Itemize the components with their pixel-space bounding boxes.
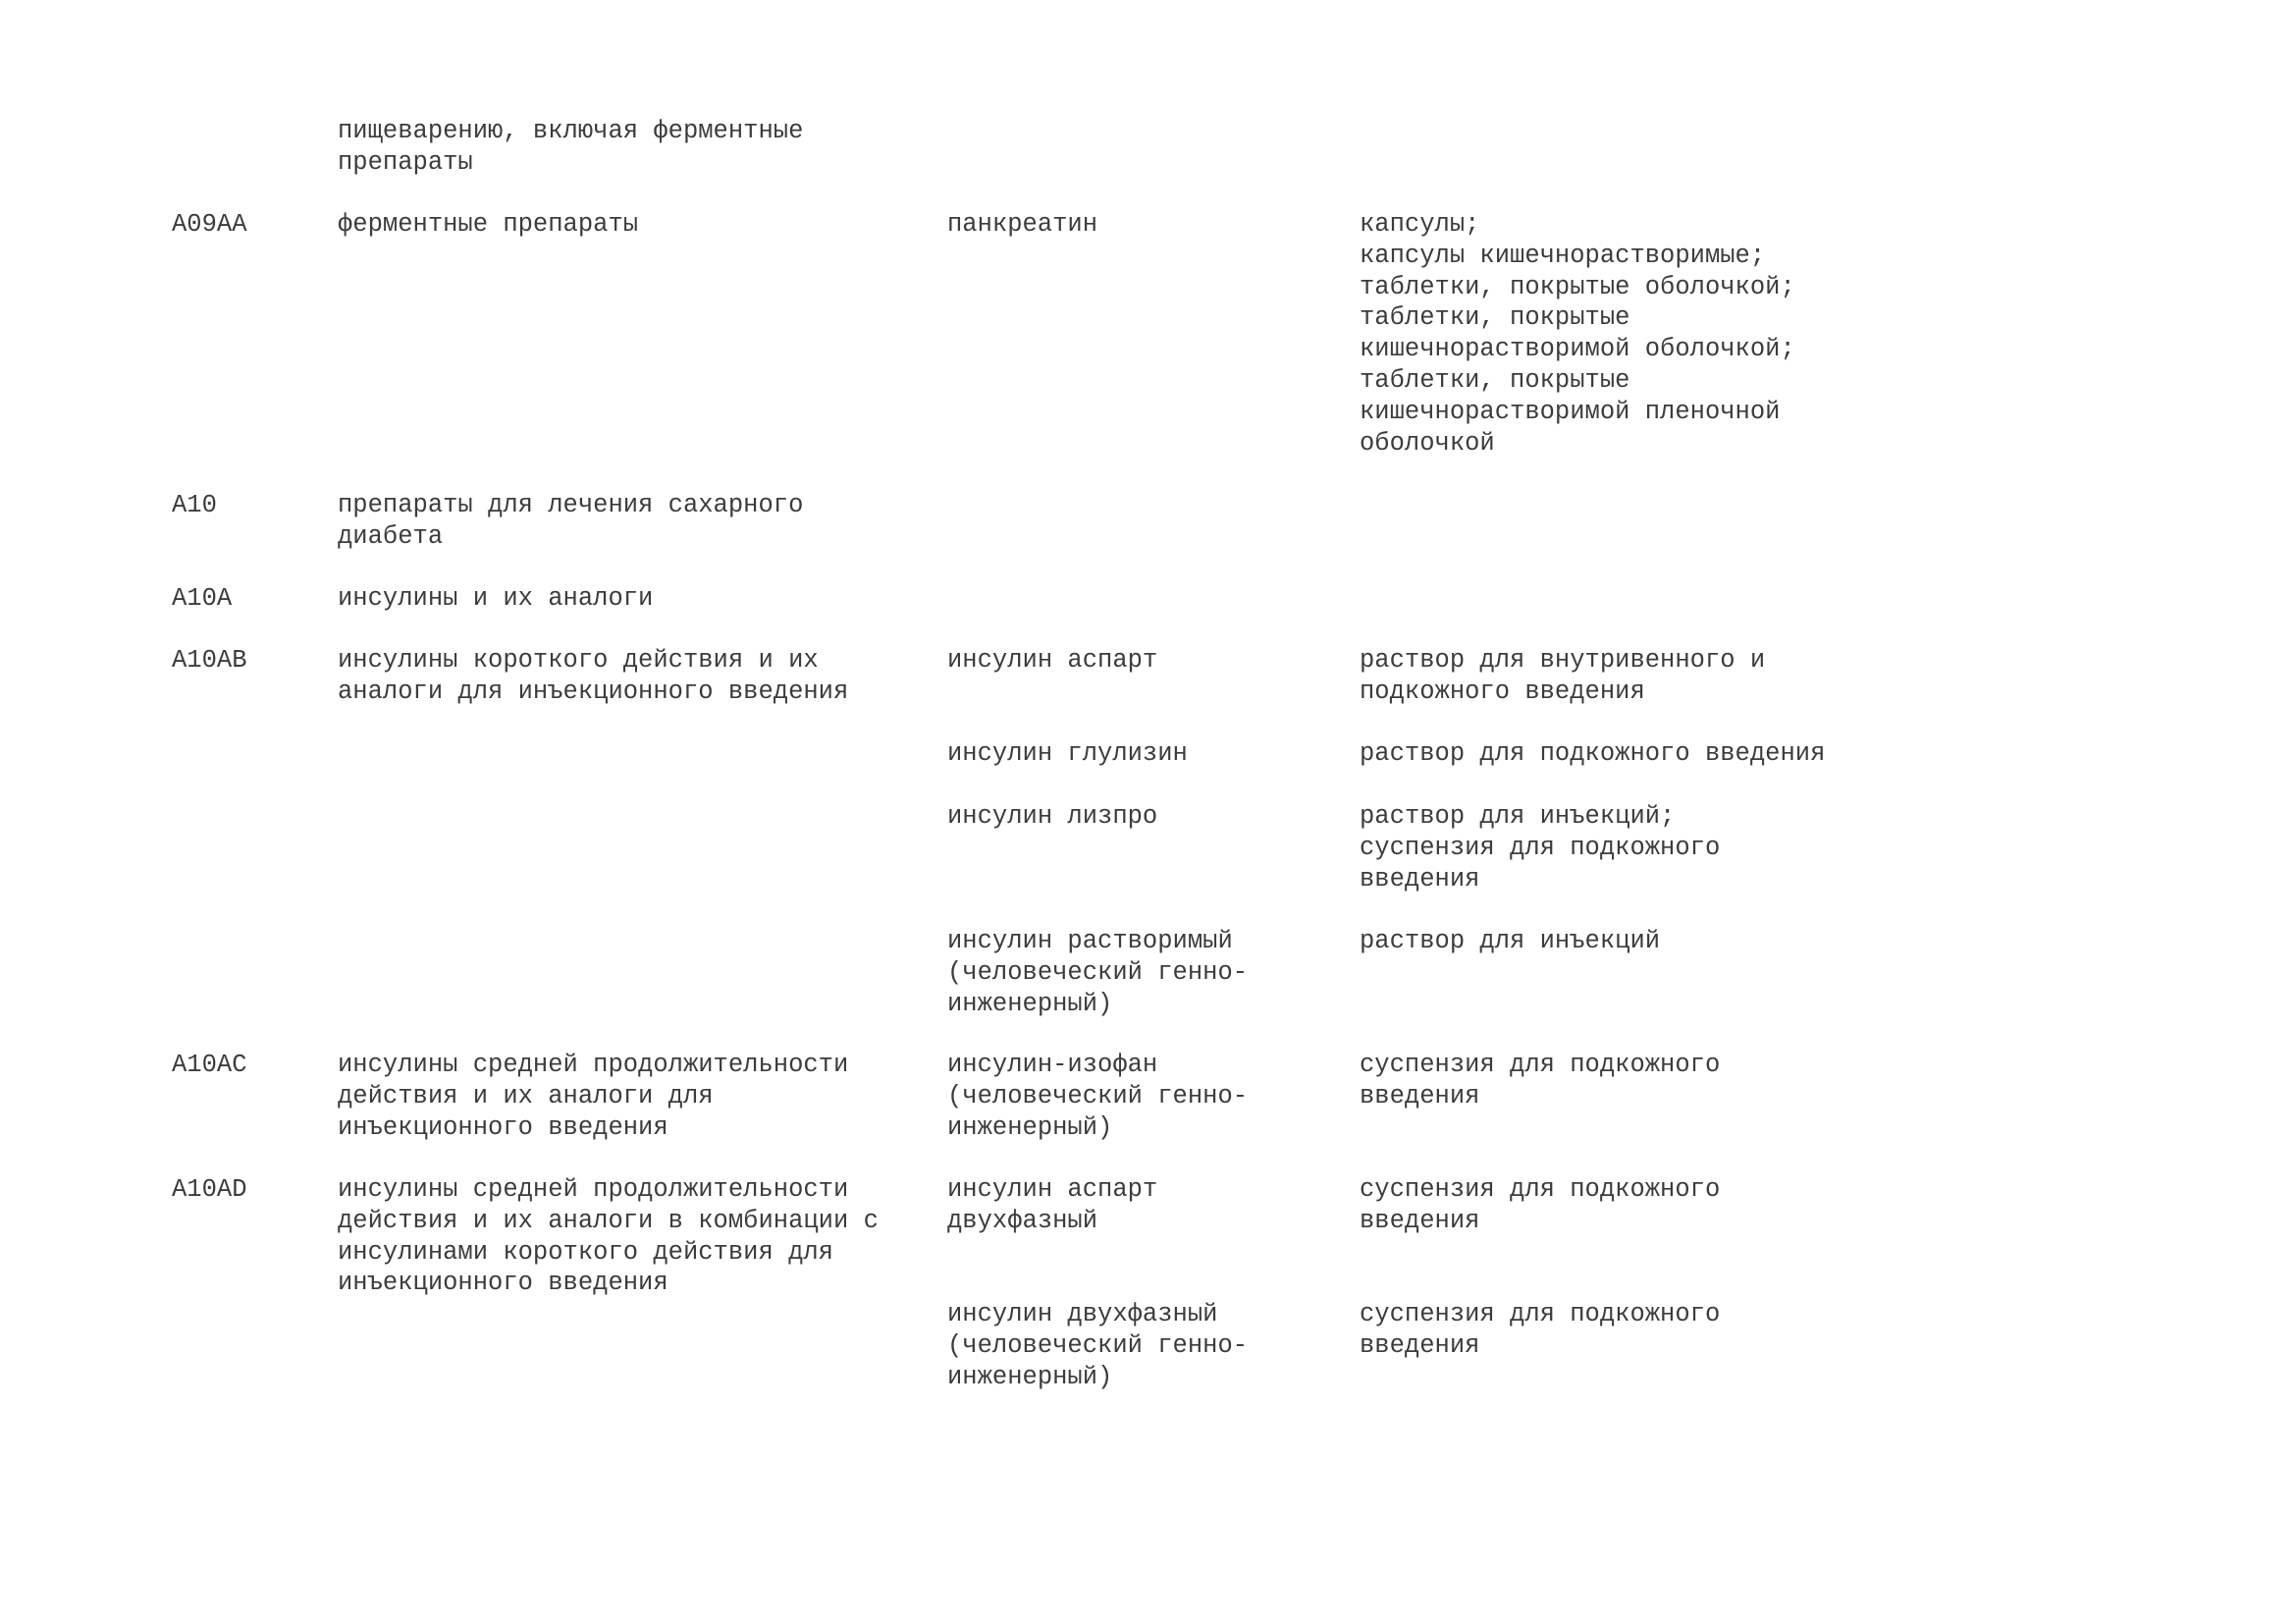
dosage-form: суспензия для подкожного введения [1360,1051,1721,1110]
atc-code: A10A [172,584,233,613]
atc-code: A10 [172,491,217,519]
atc-code: A10AC [172,1051,247,1079]
dosage-form: суспензия для подкожного введения [1360,1300,1721,1360]
drug-name: инсулин-изофан (человеческий генно- инженерный) [947,1051,1249,1142]
drug-name: инсулин аспарт двухфазный [947,1175,1158,1235]
dosage-form: раствор для подкожного введения [1360,739,1826,768]
dosage-form: раствор для внутривенного и подкожного введения [1360,646,1766,706]
group-name: инсулины и их аналоги [338,584,654,613]
drug-name: панкреатин [947,210,1098,239]
dosage-form: раствор для инъекций; суспензия для подкожного введения [1360,802,1721,893]
dosage-form: суспензия для подкожного введения [1360,1175,1721,1235]
group-name: пищеварению, включая ферментные препараты [338,117,804,177]
atc-code: A10AB [172,646,247,675]
group-name: инсулины средней продолжительности действия и их аналоги в комбинации с инсулинами короткого действия для инъекционного введения [338,1175,879,1298]
drug-name: инсулин аспарт [947,646,1158,675]
atc-code: A09AA [172,210,247,239]
drug-name: инсулин глулизин [947,739,1188,768]
group-name: ферментные препараты [338,210,639,239]
drug-name: инсулин лизпро [947,802,1158,831]
dosage-form: раствор для инъекций [1360,927,1661,955]
group-name: инсулины короткого действия и их аналоги для инъекционного введения [338,646,849,706]
group-name: инсулины средней продолжительности действия и их аналоги для инъекционного введения [338,1051,849,1142]
atc-code: A10AD [172,1175,247,1204]
drug-name: инсулин растворимый (человеческий генно- инженерный) [947,927,1249,1018]
dosage-form: капсулы; капсулы кишечнорастворимые; таблетки, покрытые оболочкой; таблетки, покрытые кишечнорастворимой оболочкой; таблетки, покрытые кишечнорастворимой пленочной оболочкой [1360,210,1795,458]
drug-name: инсулин двухфазный (человеческий генно- инженерный) [947,1300,1249,1391]
group-name: препараты для лечения сахарного диабета [338,491,804,551]
